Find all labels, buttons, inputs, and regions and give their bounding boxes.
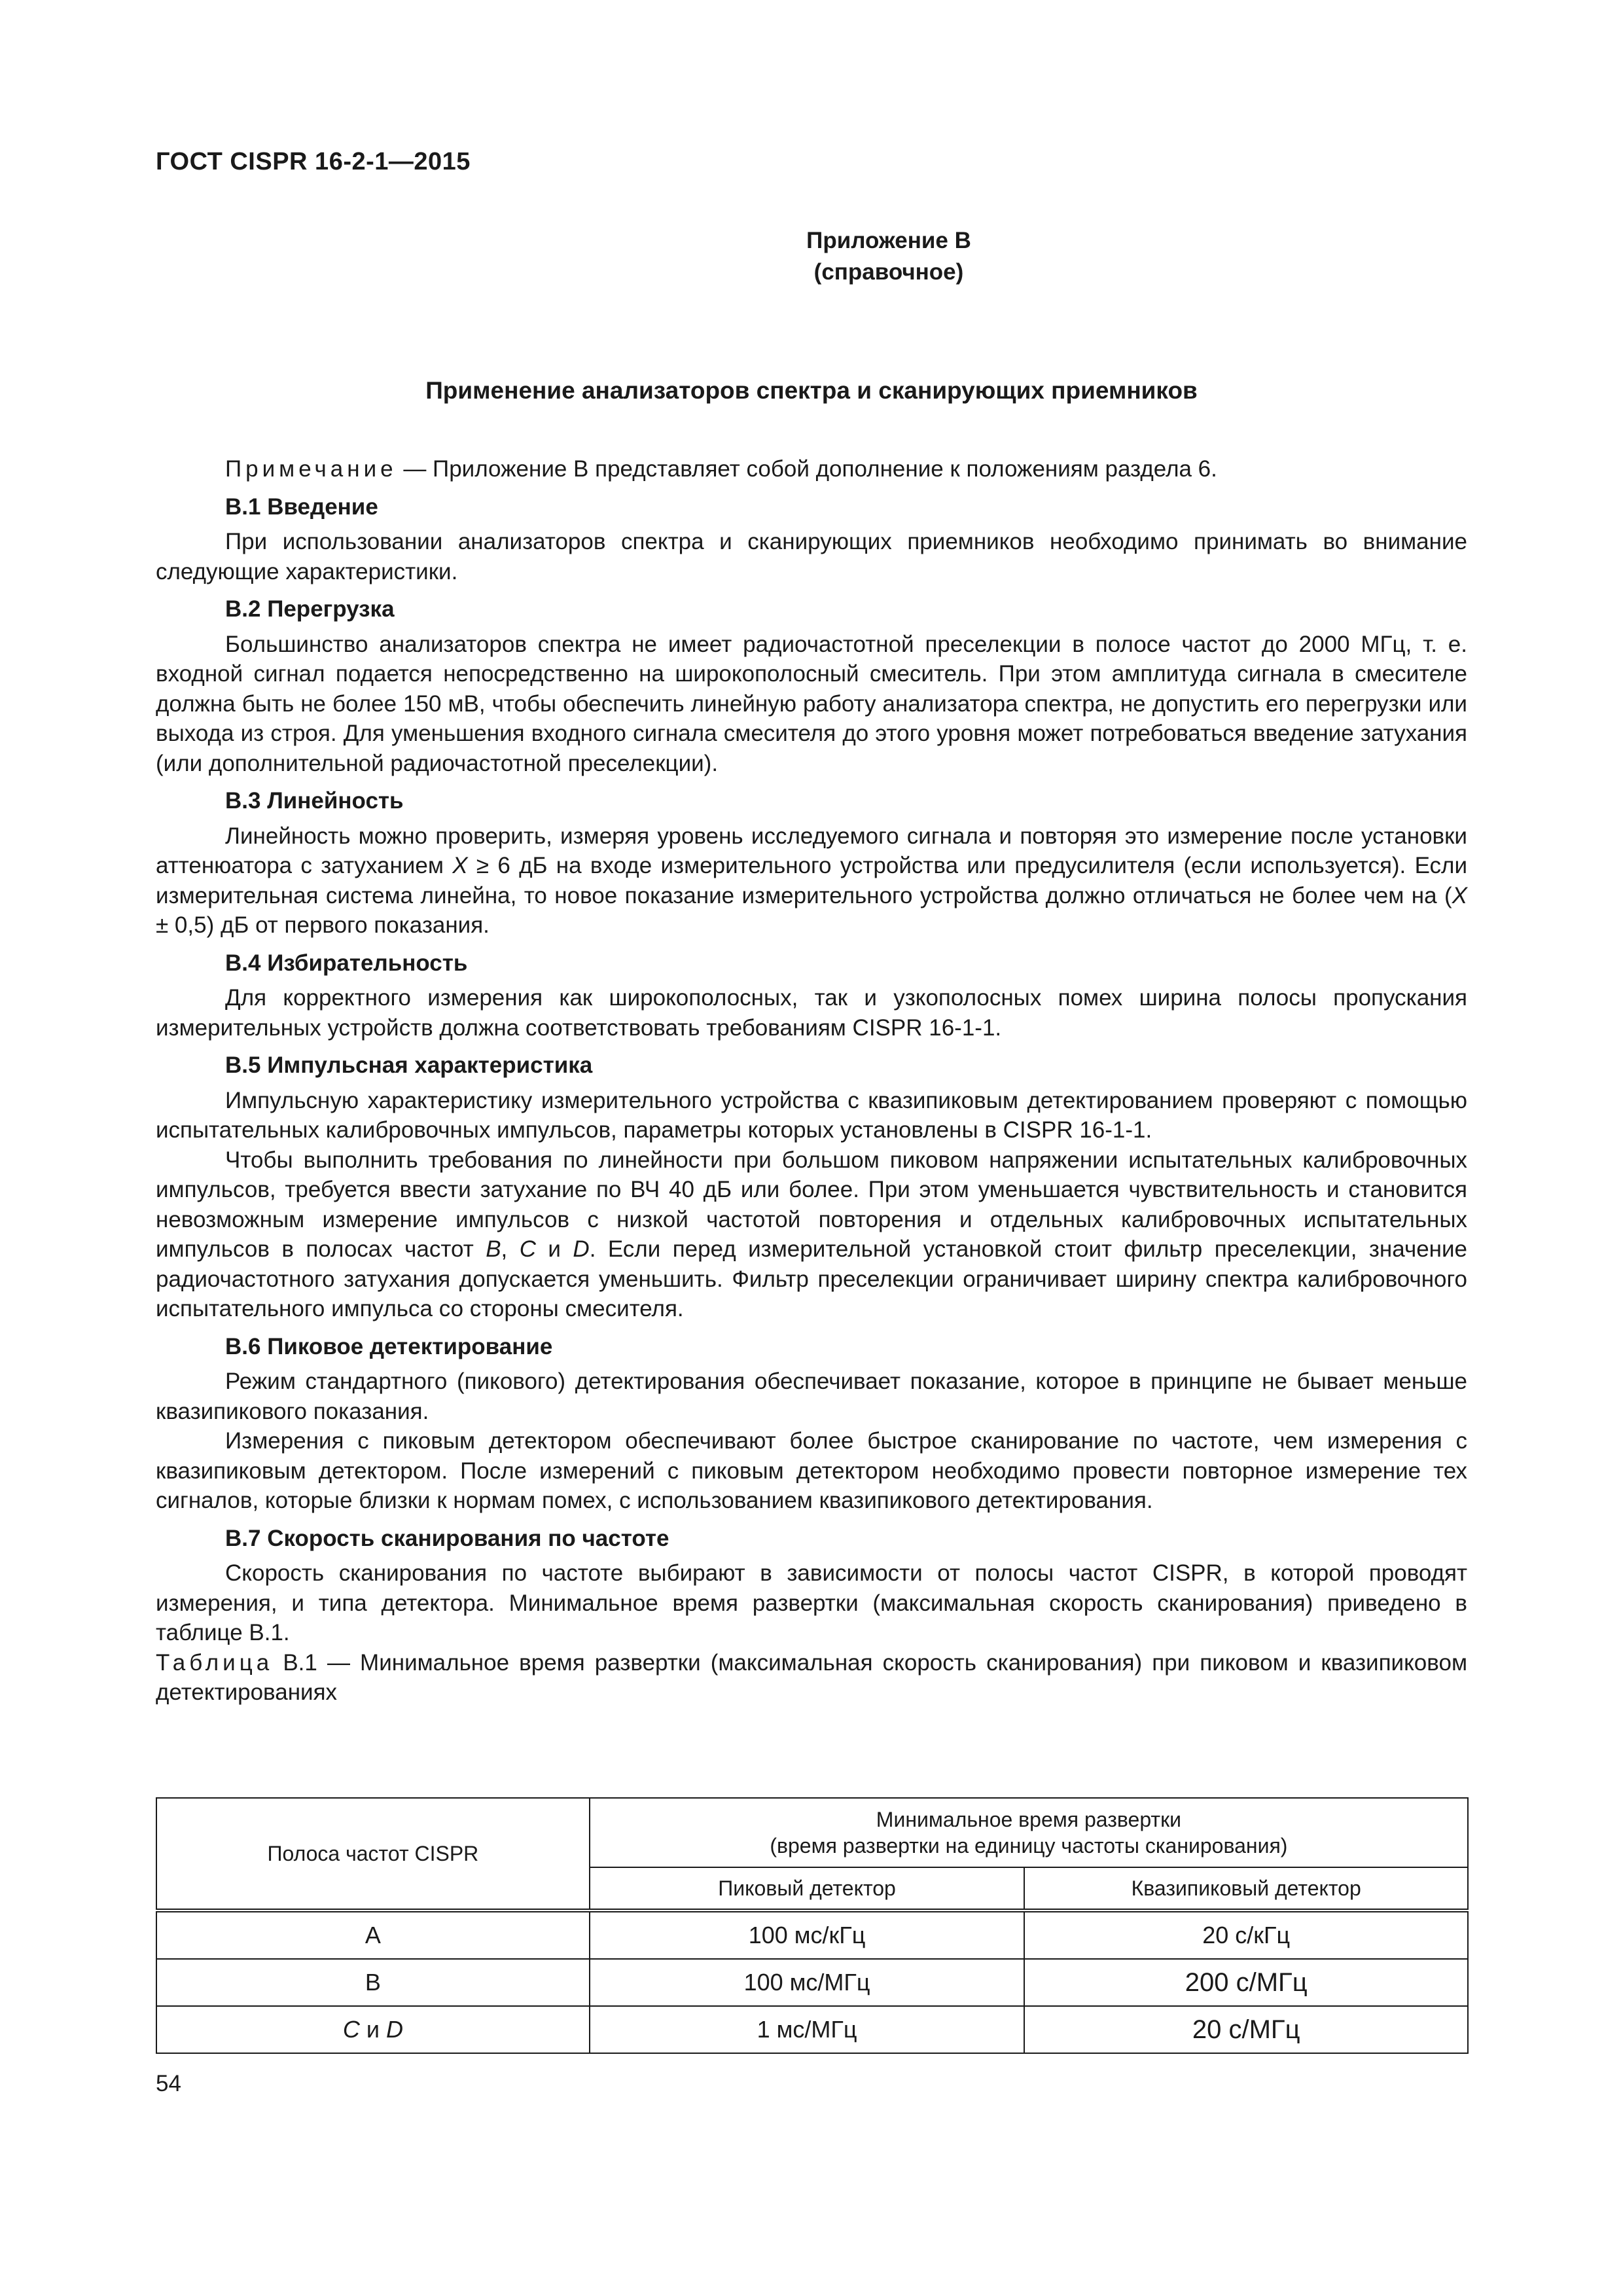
- section-b6-paragraph-1: Режим стандартного (пикового) детектирования обеспечивает показание, которое в принципе не бывает меньше квазипикового показания.: [156, 1369, 1467, 1424]
- b3-var-x: X: [452, 853, 468, 878]
- section-b4-paragraph: Для корректного измерения как широкополосных, так и узкополосных помех ширина полосы пропускания измерительных устройств должна соответствовать требованиям CISPR 16-1-1.: [156, 985, 1467, 1041]
- band-c-label: C: [342, 2016, 360, 2043]
- section-b5-paragraph-1: Импульсную характеристику измерительного устройства с квазипиковым детектированием проверяют с помощью испытательных калибровочных импульсов, параметры которых установлены в CISPR 16-1-1.: [156, 1087, 1467, 1143]
- band-d-label: D: [385, 2016, 403, 2043]
- table-caption: [156, 1648, 1467, 1708]
- section-heading-b4: В.4 Избирательность: [225, 950, 468, 976]
- band-and-label: и: [359, 2016, 386, 2043]
- table-head-group-line1: Минимальное время развертки: [876, 1808, 1181, 1831]
- b5-sep-1: ,: [501, 1236, 520, 1262]
- table-head-band: Полоса частот CISPR: [156, 1798, 590, 1910]
- section-heading-b2: В.2 Перегрузка: [225, 596, 395, 622]
- section-heading-b1: В.1 Введение: [225, 493, 378, 520]
- note-text: Приложение В представляет собой дополнение к положениям раздела 6.: [433, 456, 1217, 482]
- section-heading-b7: В.7 Скорость сканирования по частоте: [225, 1525, 669, 1551]
- table-cell-qp: 20 с/кГц: [1024, 1910, 1468, 1959]
- section-b3-paragraph: [156, 821, 1467, 941]
- section-heading-b5: В.5 Импульсная характеристика: [225, 1052, 593, 1078]
- page-number: 54: [156, 2071, 181, 2096]
- annex-heading: [0, 225, 1623, 288]
- table-cell-band: B: [156, 1959, 590, 2006]
- table-row: [156, 1910, 1468, 1959]
- table-head-qp: Квазипиковый детектор: [1024, 1867, 1468, 1910]
- b5-sep-2: и: [535, 1236, 573, 1262]
- note-paragraph: [156, 454, 1467, 484]
- table-head-group-line2: (время развертки на единицу частоты сканирования): [770, 1834, 1288, 1857]
- section-heading-b6: В.6 Пиковое детектирование: [225, 1333, 553, 1359]
- table-cell-qp: 20 с/МГц: [1024, 2006, 1468, 2053]
- table-caption-text: В.1 — Минимальное время развертки (максимальная скорость сканирования) при пиковом и квазипиковом детектированиях: [156, 1649, 1467, 1705]
- table-row: [156, 2006, 1468, 2053]
- table-cell-peak: 1 мс/МГц: [590, 2006, 1025, 2053]
- table-cell-band: [156, 2006, 590, 2053]
- section-heading-b3: В.3 Линейность: [225, 788, 404, 814]
- b5-band-d: D: [573, 1236, 590, 1262]
- table-head-group: [590, 1798, 1468, 1867]
- table-caption-label: Таблица: [156, 1649, 274, 1676]
- section-b5-paragraph-2: [156, 1145, 1467, 1324]
- b5-text-b: . Если перед измерительной установкой стоит фильтр преселекции, значение радиочастотного затухания допускается уменьшить. Фильтр преселекции ограничивает ширину спектра калибровочного испытательного импульса со стороны смесителя.: [156, 1236, 1468, 1321]
- annex-title: Приложение В: [806, 228, 971, 253]
- table-row: [156, 1959, 1468, 2006]
- note-dash: —: [397, 456, 433, 482]
- b3-text-a: Линейность можно проверить, измеряя уровень исследуемого сигнала и повторяя это измерение после установки аттенюатора с затуханием: [156, 823, 1467, 878]
- sweep-time-table: [156, 1797, 1469, 2054]
- annex-status: (справочное): [813, 259, 964, 285]
- b5-text-a: Чтобы выполнить требования по линейности при большом пиковом напряжении испытательных калибровочных импульсов, требуется ввести затухание по ВЧ 40 дБ или более. При этом уменьшается чувствительность и становится невозможным измерение импульсов с низкой частотой повторения и отдельных калибровочных испытательных импульсов в полосах частот: [156, 1147, 1467, 1262]
- b5-band-c: C: [519, 1236, 536, 1262]
- table-cell-qp: 200 с/МГц: [1024, 1959, 1468, 2006]
- document-header: ГОСТ CISPR 16-2-1—2015: [156, 148, 471, 175]
- table-cell-peak: 100 мс/МГц: [590, 1959, 1025, 2006]
- annex-main-title: Применение анализаторов спектра и сканирующих приемников: [425, 377, 1198, 404]
- section-b7-paragraph: Скорость сканирования по частоте выбирают в зависимости от полосы частот CISPR, в которой проводят измерения, и типа детектора. Минимальное время развертки (максимальная скорость сканирования) приведено в таблице В.1.: [156, 1560, 1467, 1645]
- section-b6-paragraph-2: Измерения с пиковым детектором обеспечивают более быстрое сканирование по частоте, чем измерения с квазипиковым детектором. После измерений с пиковым детектором необходимо провести повторное измерение тех сигналов, которые близки к нормам помех, с использованием квазипикового детектирования.: [156, 1428, 1467, 1513]
- b3-text-b: ≥ 6 дБ на входе измерительного устройства или предусилителя (если используется). Если измерительная система линейна, то новое показание измерительного устройства должно отличаться не более чем на (: [156, 853, 1467, 908]
- table-cell-peak: 100 мс/кГц: [590, 1910, 1025, 1959]
- b5-band-b: B: [486, 1236, 501, 1262]
- table-head-peak: Пиковый детектор: [590, 1867, 1025, 1910]
- section-b2-paragraph: Большинство анализаторов спектра не имеет радиочастотной преселекции в полосе частот до 2000 МГц, т. е. входной сигнал подается непосредственно на широкополосный смеситель. При этом амплитуда сигнала в смесителе должна быть не более 150 мВ, чтобы обеспечить линейную работу анализатора спектра, не допустить его перегрузки или выхода из строя. Для уменьшения входного сигнала смесителя до этого уровня может потребоваться введение затухания (или дополнительной радиочастотной преселекции).: [156, 631, 1467, 776]
- section-b1-paragraph: При использовании анализаторов спектра и сканирующих приемников необходимо принимать во внимание следующие характеристики.: [156, 529, 1467, 584]
- table-cell-band: A: [156, 1910, 590, 1959]
- note-label: Примечание: [225, 456, 397, 482]
- body-text: [156, 454, 1467, 1708]
- b3-text-c: ± 0,5) дБ от первого показания.: [156, 912, 490, 938]
- b3-var-x2: X: [1452, 882, 1467, 908]
